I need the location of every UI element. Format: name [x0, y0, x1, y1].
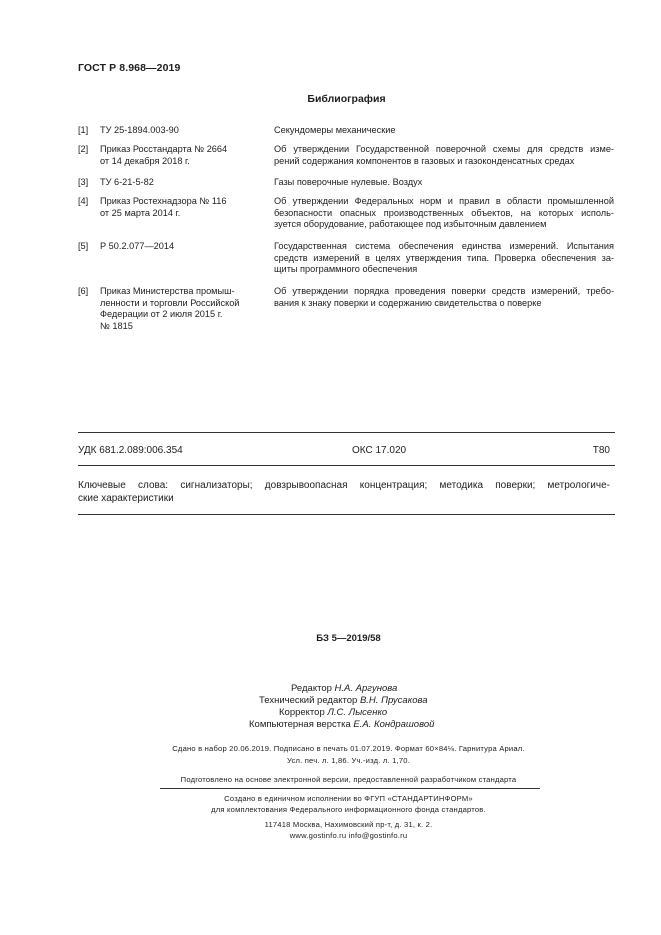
reference-line: Приказ Ростехнадзора № 116 [100, 196, 227, 206]
udk-code: УДК 681.2.089:006.354 [78, 445, 183, 456]
bibliography-item-reference [100, 125, 275, 137]
reference-line: Приказ Росстандарта № 2664 [100, 144, 228, 154]
description-line: Об утверждении порядка проведения поверки средств измерений, требо- [274, 286, 614, 296]
description-line: Об утверждении Государственной поверочной схемы для средств изме- [274, 144, 614, 154]
publisher-line-4: www.gostinfo.ru info@gostinfo.ru [289, 831, 408, 840]
divider-middle [78, 465, 615, 466]
print-info-line-1: Сдано в набор 20.06.2019. Подписано в печать 01.07.2019. Формат 60×84⅛. Гарнитура Ариал. [172, 744, 525, 753]
description-line: щиты программного обеспечения [274, 264, 418, 275]
description-line: Секундомеры механические [274, 125, 396, 135]
editor-name: Н.А. Аргунова [334, 683, 398, 694]
bibliography-title: Библиография [307, 93, 386, 105]
description-line: рений содержания компонентов в газовых и газоконденсатных средах [274, 155, 575, 166]
bibliography-item-number: [6] [78, 286, 89, 296]
bibliography-item-number: [2] [78, 144, 89, 154]
editor-line-1 [291, 683, 397, 695]
description-line: безопасности опасных производственных объектов, на которых исполь- [274, 207, 614, 218]
keywords [78, 479, 610, 505]
publisher-line-3: 117418 Москва, Нахимовский пр-т, д. 31, к. 2. [264, 820, 433, 829]
standard-code: ГОСТ Р 8.968—2019 [78, 62, 181, 74]
reference-line: Р 50.2.077—2014 [100, 241, 175, 251]
reference-line: от 14 декабря 2018 г. [100, 155, 190, 166]
bz-number: БЗ 5—2019/58 [316, 633, 381, 644]
keywords-line-1: Ключевые слова: сигнализаторы; довзрывоопасная концентрация; методика поверки; метрологиче- [78, 480, 610, 491]
reference-line: Приказ Министерства промыш- [100, 286, 235, 296]
bibliography-item-reference [100, 196, 275, 219]
reference-line: ТУ 6-21-5-82 [100, 177, 154, 187]
editor-line-2 [259, 695, 428, 707]
editor-name: В.Н. Прусакова [359, 695, 428, 706]
reference-line: № 1815 [100, 320, 133, 331]
bibliography-item-number: [4] [78, 196, 89, 206]
bibliography-item-reference [100, 286, 275, 332]
description-line: вания к знаку поверки и содержанию свидетельства о поверке [274, 297, 542, 308]
reference-line: от 25 марта 2014 г. [100, 207, 181, 218]
divider-top [78, 432, 615, 433]
oks-code: ОКС 17.020 [352, 445, 407, 456]
print-info-line-2: Усл. печ. л. 1,86. Уч.-изд. л. 1,70. [286, 756, 411, 765]
bibliography-item-number: [5] [78, 241, 89, 251]
description-line: зуется оборудование, работающее под избыточным давлением [274, 219, 547, 230]
description-line: Газы поверочные нулевые. Воздух [274, 177, 423, 187]
editor-role: Технический редактор [259, 695, 358, 706]
bibliography-item-description [274, 144, 614, 167]
bibliography-item-number: [1] [78, 125, 89, 135]
publisher-line-2: для комплектования Федерального информационного фонда стандартов. [211, 805, 486, 814]
divider-bottom [78, 514, 615, 515]
bibliography-item-reference [100, 144, 275, 167]
classification-code: Т80 [592, 445, 610, 456]
bibliography-item-number: [3] [78, 177, 89, 187]
editor-role: Компьютерная верстка [249, 719, 351, 730]
footer-divider [160, 788, 540, 789]
bibliography-item-description [274, 241, 614, 276]
reference-line: ТУ 25-1894.003-90 [100, 125, 179, 135]
bibliography-item-description [274, 286, 614, 309]
editor-role: Корректор [279, 707, 325, 718]
bibliography-item-reference [100, 241, 275, 253]
editor-role: Редактор [291, 683, 332, 694]
bibliography-item-reference [100, 177, 275, 189]
bibliography-item-description [274, 196, 614, 231]
description-line: Государственная система обеспечения единства измерений. Испытания [274, 241, 614, 251]
editor-line-3 [279, 707, 387, 719]
keywords-line-2: ские характеристики [78, 493, 174, 504]
print-info-line-3: Подготовлено на основе электронной версии, предоставленной разработчиком стандарта [180, 775, 517, 784]
editor-line-4 [249, 719, 434, 731]
description-line: средств измерений в целях утверждения типа. Проверка обеспечения за- [274, 252, 614, 263]
reference-line: ленности и торговли Российской [100, 297, 240, 308]
bibliography-item-description [274, 125, 614, 137]
reference-line: Федерации от 2 июля 2015 г. [100, 309, 223, 320]
description-line: Об утверждении Федеральных норм и правил в области промышленной [274, 196, 614, 206]
bibliography-item-description [274, 177, 614, 189]
publisher-line-1: Создано в единичном исполнении во ФГУП «СТАНДАРТИНФОРМ» [224, 794, 473, 803]
editor-name: Е.А. Кондрашовой [353, 719, 435, 730]
editor-name: Л.С. Лысенко [327, 707, 388, 718]
